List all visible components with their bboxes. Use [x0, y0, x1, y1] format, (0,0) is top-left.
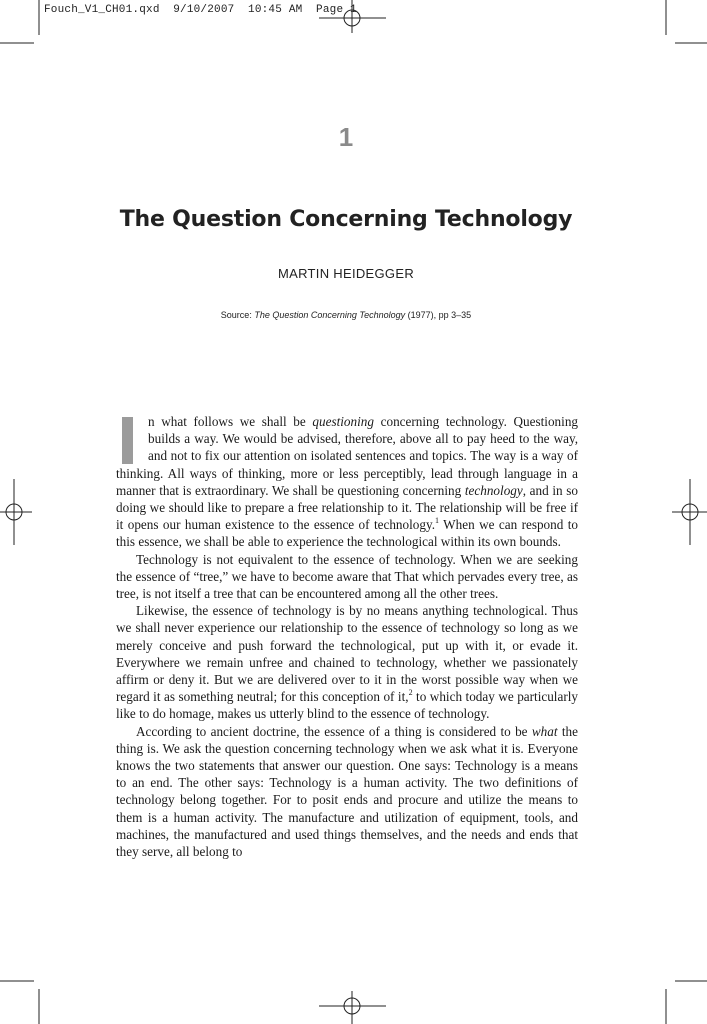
author-name: MARTIN HEIDEGGER — [277, 266, 415, 281]
registration-mark-right — [672, 479, 707, 545]
chapter-number: 1 — [338, 122, 354, 152]
source-title: The Question Concerning Technology — [254, 310, 406, 320]
body-text — [116, 413, 578, 860]
footnote-ref-2[interactable]: 2 — [408, 688, 413, 698]
paragraph-1: n what follows we shall be questioning concerning technology. Questioning builds a way. We would be advised, therefore, above all to pay heed to the way, and not to fix our attention on isolated sentences and topics. The way is a way of thinking. All ways of thinking, more or less perceptibly, lead through language in a manner that is extraordinary. We shall be questioning concerning technology, and in so doing we should like to prepare a free relationship to it. The relationship will be free if it opens our human existence to the essence of technology.$^1$ When we can respond to this essence, we shall be able to experience the technological within its own bounds. — [116, 414, 579, 550]
chapter-title: The Question Concerning Technology — [119, 207, 573, 232]
registration-mark-left — [0, 479, 32, 545]
source-details: (1977), pp 3–35 — [407, 310, 472, 320]
paragraph-2: Technology is not equivalent to the essence of technology. When we are seeking the essence of “tree,” we have to become aware that That which pervades every tree, as tree, is not itself a tree that can be encountered among all the other trees. — [116, 551, 578, 602]
paragraph-4: According to ancient doctrine, the essence of a thing is considered to be what the thing is. We ask the question concerning technology when we ask what it is. Everyone knows the two statements that answer our question. One says: Technology is a means to an end. The other says: Technology is a human activity. The two definitions of technology belong together. For to posit ends and procure and utilize the means to them is a human activity. The manufacture and utilization of equipment, tools, and machines, the manufactured and used things themselves, and the needs and ends that they serve, all belong to — [116, 723, 578, 860]
paragraph-3: Likewise, the essence of technology is by no means anything technological. Thus we shall never experience our relationship to the essence of technology so long as we merely conceive and push forward the technological, put up with it, or evade it. Everywhere we remain unfree and chained to technology, whether we passionately affirm or deny it. But we are delivered over to it in the worst possible way when we regard it as something neutral; for this conception of it,$^2$ to which today we particularly like to do homage, makes us utterly blind to the essence of technology. — [116, 603, 578, 722]
drop-cap — [122, 417, 133, 464]
registration-mark-bottom — [319, 991, 386, 1024]
source-label: Source: — [220, 310, 252, 320]
source-line — [0, 310, 692, 320]
file-slug: Fouch_V1_CH01.qxd 9/10/2007 10:45 AM Page 1 — [44, 4, 357, 16]
footnote-ref-1[interactable]: 1 — [435, 516, 439, 526]
